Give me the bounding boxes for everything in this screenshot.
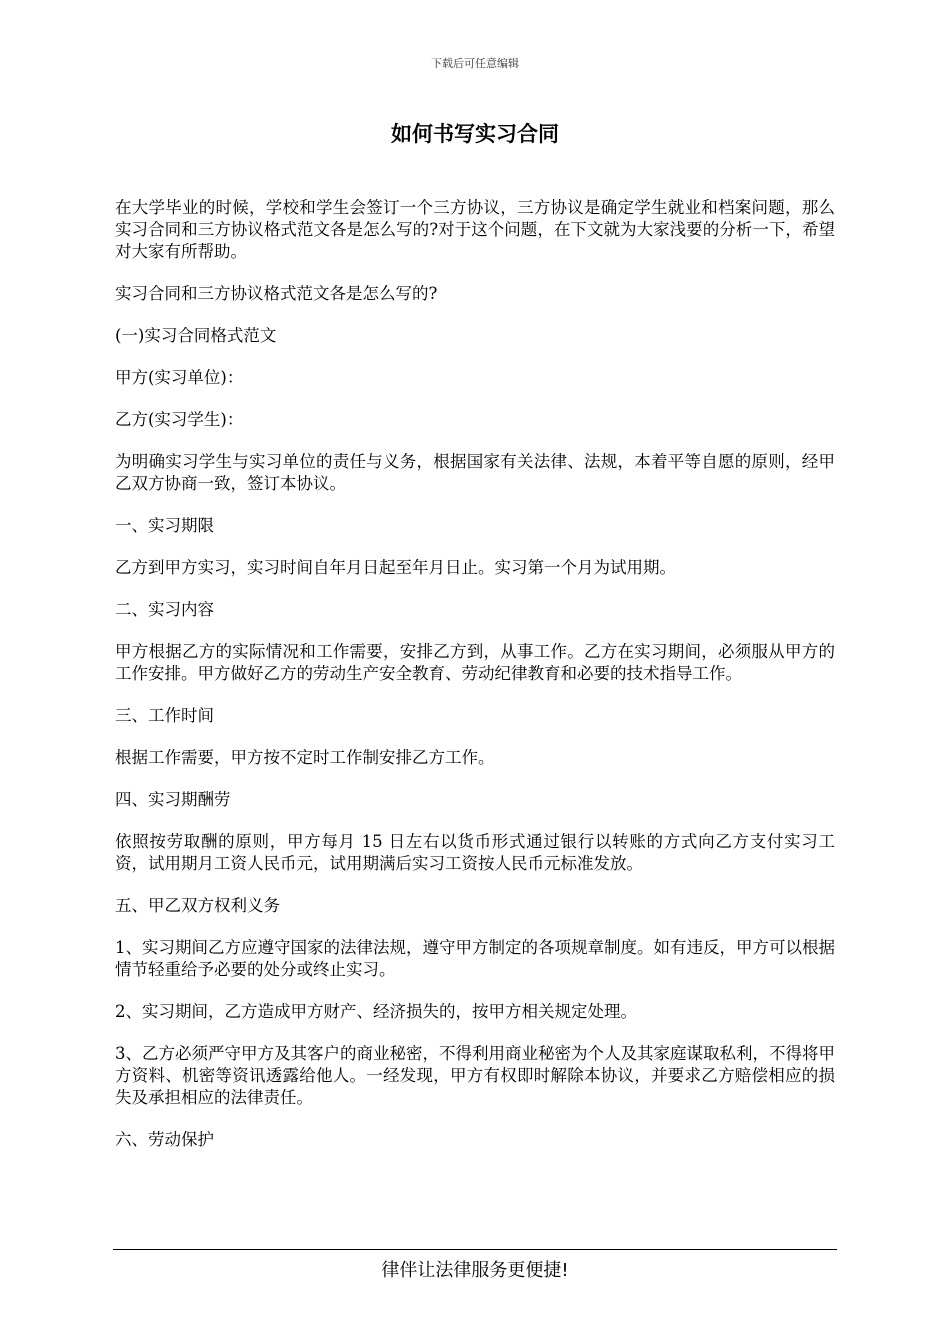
party-b-line: 乙方(实习学生)： [115, 410, 244, 429]
paragraph-question: 实习合同和三方协议格式范文各是怎么写的? [115, 284, 438, 303]
document-body [115, 197, 835, 1171]
clause-item-5-3: 3、乙方必须严守甲方及其客户的商业秘密，不得利用商业秘密为个人及其家庭谋取私利，不得将甲方资料、机密等资讯透露给他人。一经发现，甲方有权即时解除本协议，并要求乙方赔偿相应的损失及承担相应的法律责任。 [115, 1044, 835, 1107]
clause-heading-4: 四、实习期酬劳 [115, 790, 231, 809]
clause-body-1: 乙方到甲方实习，实习时间自年月日起至年月日止。实习第一个月为试用期。 [115, 558, 676, 577]
footer-slogan: 律伴让法律服务更便捷! [381, 1260, 569, 1281]
document-title: 如何书写实习合同 [391, 122, 559, 146]
header-note: 下载后可任意编辑 [431, 57, 519, 70]
paragraph-preamble: 为明确实习学生与实习单位的责任与义务，根据国家有关法律、法规，本着平等自愿的原则，经甲乙双方协商一致，签订本协议。 [115, 452, 835, 493]
clause-heading-2: 二、实习内容 [115, 600, 214, 619]
clause-heading-1: 一、实习期限 [115, 516, 214, 535]
clause-item-5-1: 1、实习期间乙方应遵守国家的法律法规，遵守甲方制定的各项规章制度。如有违反，甲方可以根据情节轻重给予必要的处分或终止实习。 [115, 938, 835, 979]
section-heading-internship-contract: (一)实习合同格式范文 [115, 326, 277, 345]
clause-body-2: 甲方根据乙方的实际情况和工作需要，安排乙方到，从事工作。乙方在实习期间，必须服从甲方的工作安排。甲方做好乙方的劳动生产安全教育、劳动纪律教育和必要的技术指导工作。 [115, 642, 835, 683]
clause-body-3: 根据工作需要，甲方按不定时工作制安排乙方工作。 [115, 748, 495, 767]
clause-heading-5: 五、甲乙双方权利义务 [115, 896, 280, 915]
footer-divider [113, 1249, 837, 1250]
party-a-line: 甲方(实习单位)： [115, 368, 244, 387]
paragraph-intro: 在大学毕业的时候，学校和学生会签订一个三方协议，三方协议是确定学生就业和档案问题，那么实习合同和三方协议格式范文各是怎么写的?对于这个问题，在下文就为大家浅要的分析一下，希望对大家有所帮助。 [115, 198, 835, 261]
clause-heading-3: 三、工作时间 [115, 706, 214, 725]
clause-body-4: 依照按劳取酬的原则，甲方每月 15 日左右以货币形式通过银行以转账的方式向乙方支付实习工资，试用期月工资人民币元，试用期满后实习工资按人民币元标准发放。 [115, 832, 835, 873]
clause-item-5-2: 2、实习期间，乙方造成甲方财产、经济损失的，按甲方相关规定处理。 [115, 1002, 637, 1021]
clause-heading-6: 六、劳动保护 [115, 1130, 214, 1149]
